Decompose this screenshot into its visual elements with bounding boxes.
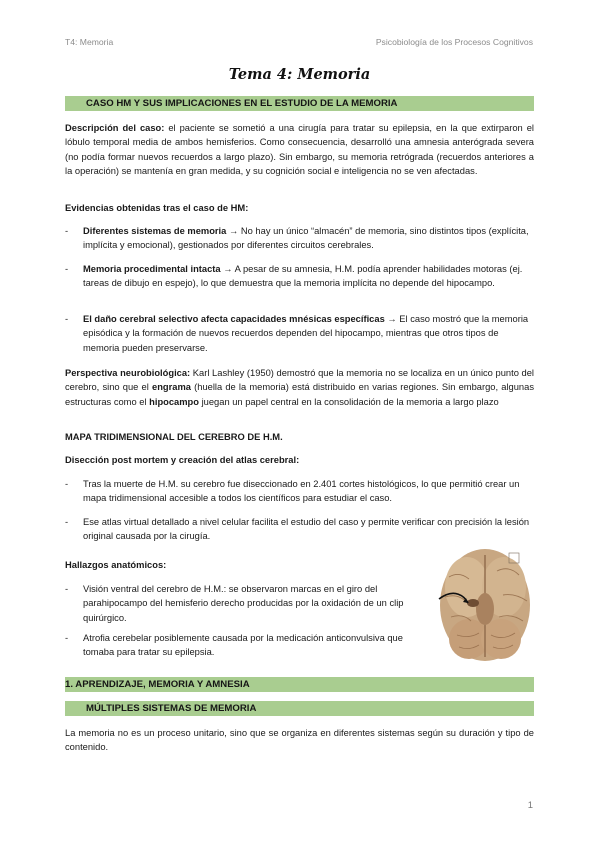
evidence-item-text: → No hay un único “almacén” de memoria, sino distintos tipos (explícita, implícita y emocional), gestionados por diferentes circuitos cerebrales. <box>83 226 529 251</box>
case-description-text: el paciente se sometió a una cirugía para tratar su epilepsia, en la que extirparon el lóbulo temporal media de ambos hemisferios. Como consecuencia, desarrolló una amnesia anterógrada severa (no podía formar nuevos recuerdos a largo plazo). Sin embargo, su memoria retrógrada (recuerdos anteriores a la operación) se mantenía en gran medida, y su cognición social e inteligencia no se ven afectadas. <box>65 123 534 177</box>
page-title: Tema 4: Memoria <box>228 66 371 83</box>
section-heading-sistemas: MÚLTIPLES SISTEMAS DE MEMORIA <box>65 701 534 716</box>
neurobiological-perspective <box>65 366 534 409</box>
memory-systems-paragraph: La memoria no es un proceso unitario, sino que se organiza en diferentes sistemas según su duración y tipo de contenido. <box>65 728 534 753</box>
neuro-text-3: juegan un papel central en la consolidación de la memoria a largo plazo <box>198 396 499 407</box>
list-dash: - <box>65 633 69 643</box>
list-dash: - <box>65 226 69 236</box>
evidence-item-title: Memoria procedimental intacta <box>83 264 221 274</box>
evidence-item-title: Diferentes sistemas de memoria <box>83 226 227 236</box>
header-left: T4: Memoria <box>65 37 114 47</box>
finding-item-text: Atrofia cerebelar posiblemente causada por la medicación anticonvulsiva que tomaba para tratar su epilepsia. <box>83 633 403 658</box>
list-dash: - <box>65 584 69 594</box>
finding-item-text: Visión ventral del cerebro de H.M.: se observaron marcas en el giro del parahipocampo del hemisferio derecho producidas por la oxidación de un clip quirúrgico. <box>83 584 404 623</box>
header-right: Psicobiología de los Procesos Cognitivos <box>375 37 533 47</box>
engrama-term: engrama <box>152 382 191 393</box>
neuro-text-2: (huella de la memoria) está distribuido en varias regiones. Sin embargo, algunas estructuras como el <box>65 382 534 407</box>
brain-ventral-view-image <box>437 547 534 666</box>
page-number: 1 <box>527 800 533 811</box>
evidence-item-text: → A pesar de su amnesia, H.M. podía aprender habilidades motoras (ej. tareas de dibujo en espejo), lo que demuestra que la memoria implícita no depende del hipocampo. <box>83 264 523 289</box>
evidence-item-title: El daño cerebral selectivo afecta capacidades mnésicas específicas <box>83 314 385 324</box>
list-dash: - <box>65 517 69 527</box>
section-heading-mapa: MAPA TRIDIMENSIONAL DEL CEREBRO DE H.M. <box>65 432 283 442</box>
section-heading-aprendizaje: 1. APRENDIZAJE, MEMORIA Y AMNESIA <box>65 677 534 692</box>
case-description <box>65 121 534 179</box>
neuro-label: Perspectiva neurobiológica: <box>65 368 191 378</box>
hipocampo-term: hipocampo <box>149 396 199 407</box>
list-dash: - <box>65 479 69 489</box>
dissection-item-text: Tras la muerte de H.M. su cerebro fue diseccionado en 2.401 cortes histológicos, lo que permitió crear un mapa tridimensional accesible a todos los científicos para estudiar el caso. <box>83 479 520 504</box>
evidence-item-text: → El caso mostró que la memoria episódica y la formación de nuevos recuerdos dependen del hipocampo, mientras que otros tipos de memoria pueden preservarse. <box>83 314 529 353</box>
dissection-heading: Disección post mortem y creación del atlas cerebral: <box>65 455 300 465</box>
neuro-text-1: Karl Lashley (1950) demostró que la memoria no se localiza en un único punto del cerebro, sino que el <box>65 368 534 393</box>
evidence-heading: Evidencias obtenidas tras el caso de HM: <box>65 203 249 213</box>
list-dash: - <box>65 264 69 274</box>
section-heading-caso-hm: CASO HM Y SUS IMPLICACIONES EN EL ESTUDIO DE LA MEMORIA <box>65 96 534 111</box>
case-description-label: Descripción del caso: <box>65 123 165 133</box>
findings-heading: Hallazgos anatómicos: <box>65 560 167 570</box>
list-dash: - <box>65 314 69 324</box>
dissection-item-text: Ese atlas virtual detallado a nivel celular facilita el estudio del caso y permite verificar con precisión la lesión original causada por la cirugía. <box>83 517 530 542</box>
